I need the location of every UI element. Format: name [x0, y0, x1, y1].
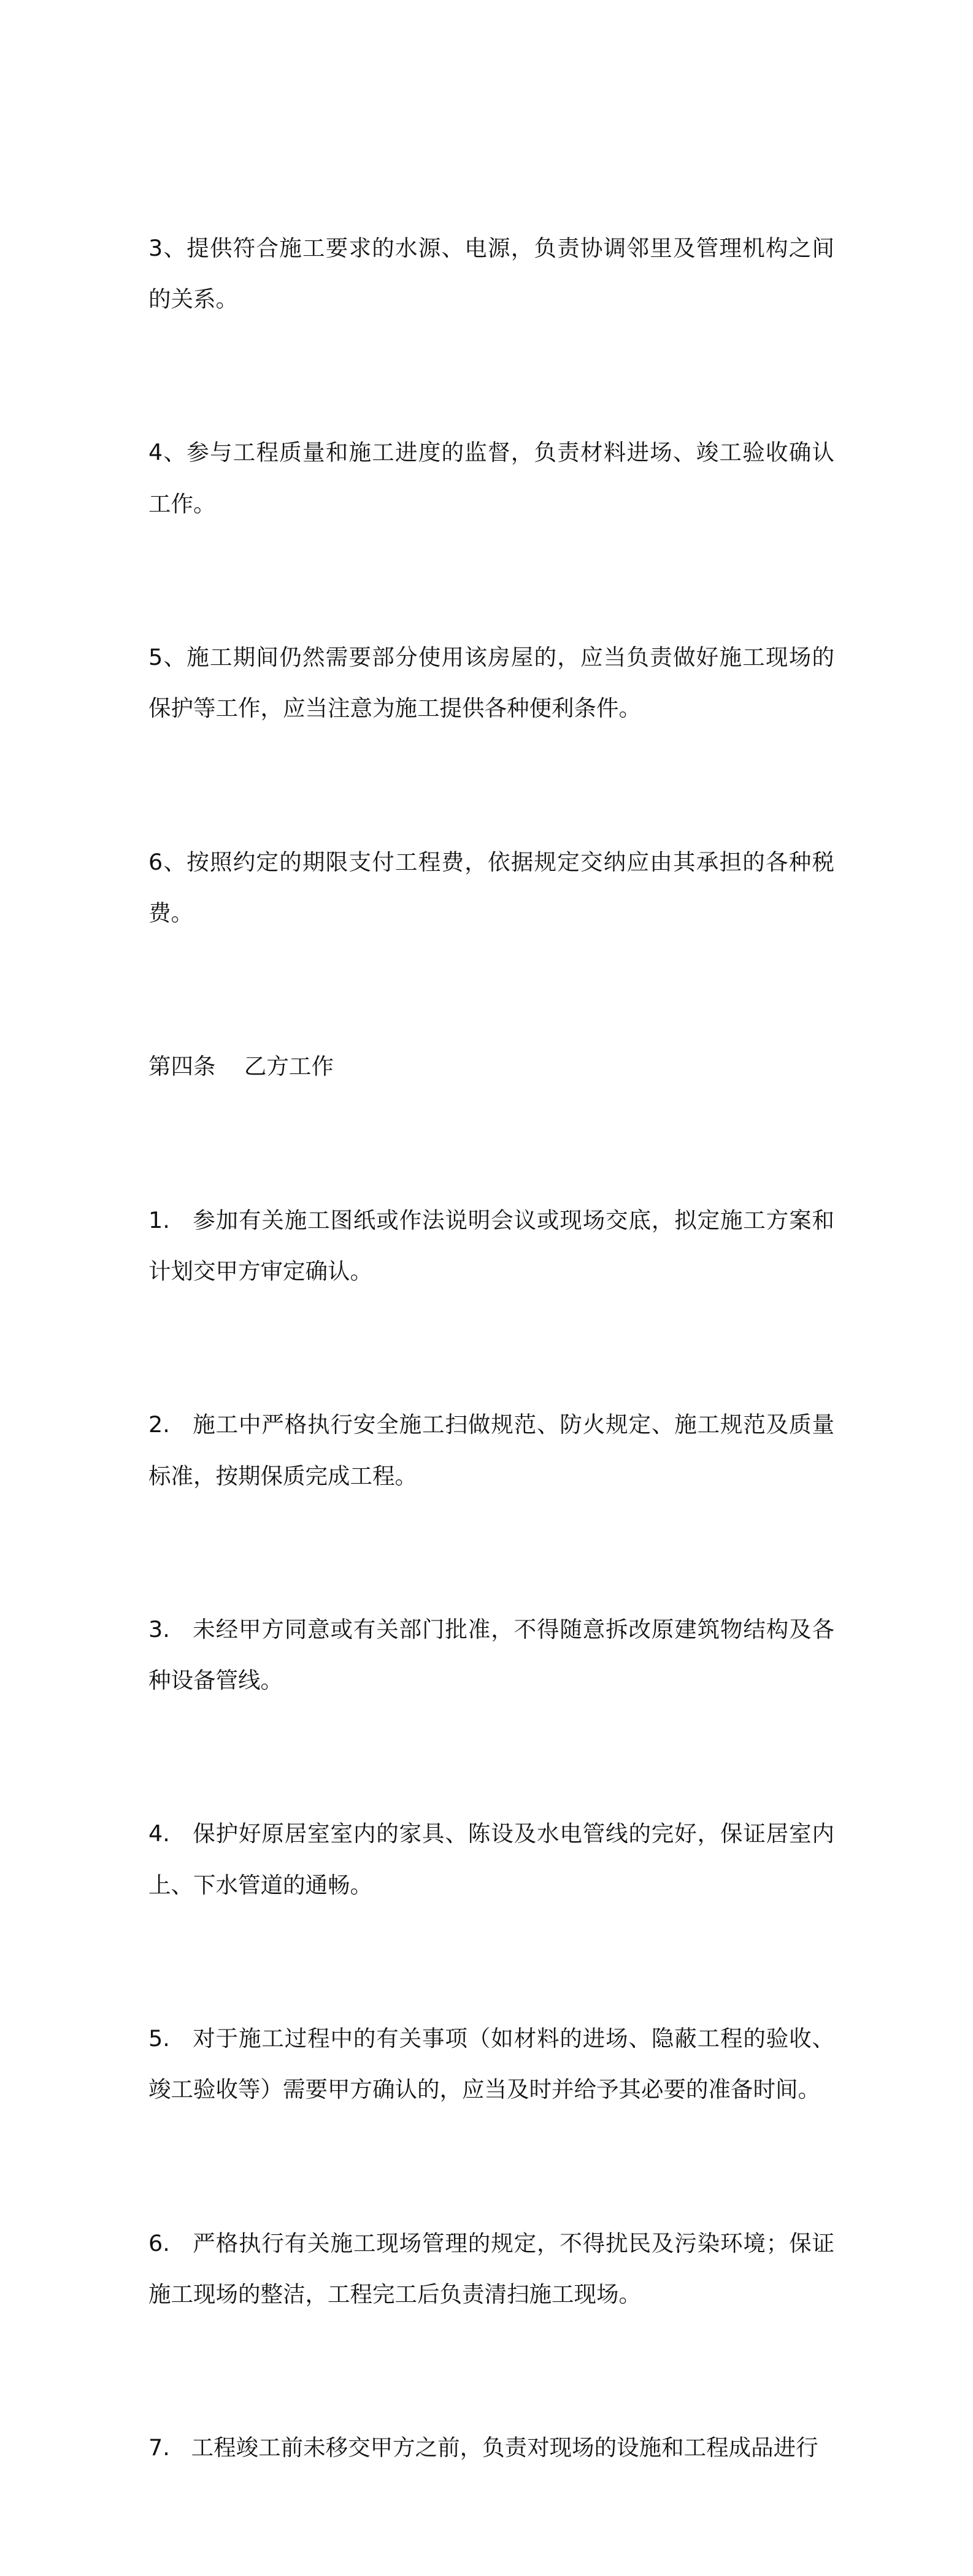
section-heading-article-4: 第四条 乙方工作	[148, 1053, 334, 1080]
paragraph-item-4-supervision: 4、参与工程质量和施工进度的监督，负责材料进场、竣工验收确认工作。	[148, 439, 834, 517]
paragraph-item-3-water-power: 3、提供符合施工要求的水源、电源，负责协调邻里及管理机构之间的关系。	[148, 234, 834, 313]
paragraph-b-item-1-plan: 1. 参加有关施工图纸或作法说明会议或现场交底，拟定施工方案和计划交甲方审定确认。	[148, 1206, 834, 1284]
paragraph-item-5-house-use: 5、施工期间仍然需要部分使用该房屋的，应当负责做好施工现场的保护等工作，应当注意为施工提供各种便利条件。	[148, 644, 834, 722]
paragraph-item-6-payment: 6、按照约定的期限支付工程费，依据规定交纳应由其承担的各种税费。	[148, 848, 834, 927]
paragraph-b-item-3-structure: 3. 未经甲方同意或有关部门批准，不得随意拆改原建筑物结构及各种设备管线。	[148, 1616, 834, 1694]
paragraph-b-item-5-confirmation: 5. 对于施工过程中的有关事项（如材料的进场、隐蔽工程的验收、竣工验收等）需要甲方确认的，应当及时并给予其必要的准备时间。	[148, 2025, 834, 2103]
paragraph-b-item-4-protection: 4. 保护好原居室室内的家具、陈设及水电管线的完好，保证居室内上、下水管道的通畅。	[148, 1820, 834, 1898]
paragraph-b-item-6-site-management: 6. 严格执行有关施工现场管理的规定，不得扰民及污染环境；保证施工现场的整洁，工程完工后负责清扫施工现场。	[148, 2229, 834, 2308]
paragraph-b-item-7-handover: 7. 工程竣工前未移交甲方之前，负责对现场的设施和工程成品进行	[148, 2434, 818, 2461]
document-body	[148, 120, 834, 2576]
paragraph-b-item-2-safety: 2. 施工中严格执行安全施工扫做规范、防火规定、施工规范及质量标准，按期保质完成工程。	[148, 1411, 834, 1489]
